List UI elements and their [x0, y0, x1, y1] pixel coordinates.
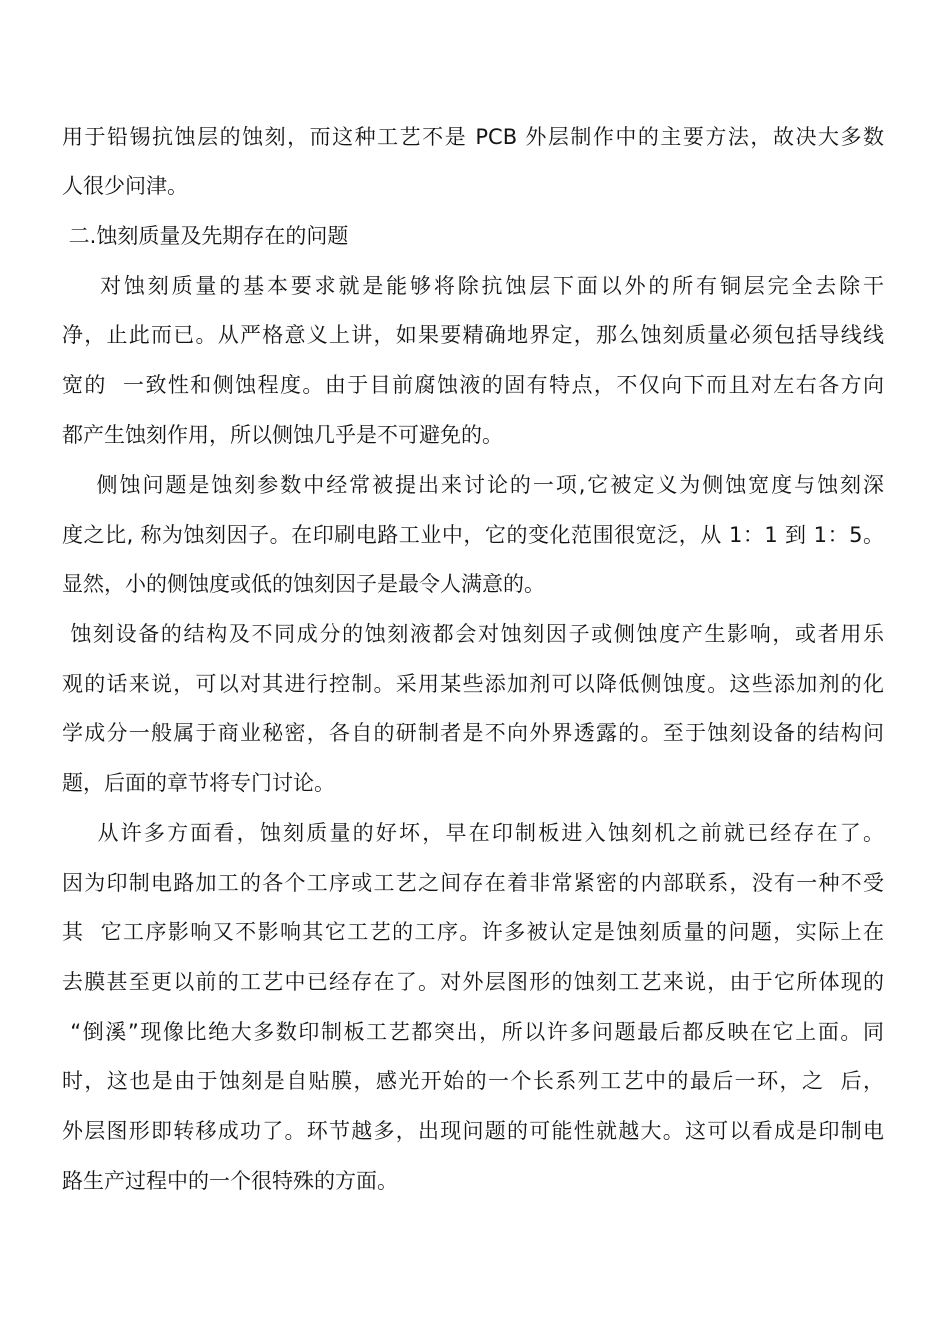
text-line: 去膜甚至更以前的工艺中已经存在了。对外层图形的蚀刻工艺来说，由于它所体现的 — [62, 970, 884, 994]
text-line: “倒溪”现像比绝大多数印制板工艺都突出，所以许多问题最后都反映在它上面。同 — [62, 1020, 884, 1044]
text-line: 路生产过程中的一个很特殊的方面。 — [62, 1169, 398, 1193]
text-line: 学成分一般属于商业秘密，各自的研制者是不向外界透露的。至于蚀刻设备的结构问 — [62, 721, 884, 745]
text-line: 都产生蚀刻作用，所以侧蚀几乎是不可避免的。 — [62, 423, 503, 447]
text-line: 净，止此而已。从严格意义上讲，如果要精确地界定，那么蚀刻质量必须包括导线线 — [62, 323, 884, 347]
text-line: 对蚀刻质量的基本要求就是能够将除抗蚀层下面以外的所有铜层完全去除干 — [62, 274, 884, 298]
text-line: 度之比, 称为蚀刻因子。在印刷电路工业中，它的变化范围很宽泛，从 1：1 到 1：5。 — [62, 523, 884, 547]
text-line: 时，这也是由于蚀刻是自贴膜，感光开始的一个长系列工艺中的最后一环，之 后， — [62, 1069, 884, 1093]
text-line: 用于铅锡抗蚀层的蚀刻，而这种工艺不是 PCB 外层制作中的主要方法，故决大多数 — [62, 125, 884, 149]
text-line: 人很少问津。 — [62, 174, 188, 198]
text-line: 外层图形即转移成功了。环节越多，出现问题的可能性就越大。这可以看成是印制电 — [62, 1119, 884, 1143]
text-line: 从许多方面看，蚀刻质量的好坏，早在印制板进入蚀刻机之前就已经存在了。 — [62, 821, 884, 845]
section-heading: 二.蚀刻质量及先期存在的问题 — [62, 224, 349, 248]
text-line: 侧蚀问题是蚀刻参数中经常被提出来讨论的一项,它被定义为侧蚀宽度与蚀刻深 — [62, 473, 884, 497]
text-line: 观的话来说，可以对其进行控制。采用某些添加剂可以降低侧蚀度。这些添加剂的化 — [62, 672, 884, 696]
text-line: 蚀刻设备的结构及不同成分的蚀刻液都会对蚀刻因子或侧蚀度产生影响，或者用乐 — [62, 622, 884, 646]
text-line: 宽的 一致性和侧蚀程度。由于目前腐蚀液的固有特点，不仅向下而且对左右各方向 — [62, 373, 884, 397]
text-line: 题，后面的章节将专门讨论。 — [62, 771, 335, 795]
text-line: 显然，小的侧蚀度或低的蚀刻因子是最令人满意的。 — [62, 572, 545, 596]
text-line: 因为印制电路加工的各个工序或工艺之间存在着非常紧密的内部联系，没有一种不受 — [62, 871, 884, 895]
text-line: 其 它工序影响又不影响其它工艺的工序。许多被认定是蚀刻质量的问题，实际上在 — [62, 920, 884, 944]
